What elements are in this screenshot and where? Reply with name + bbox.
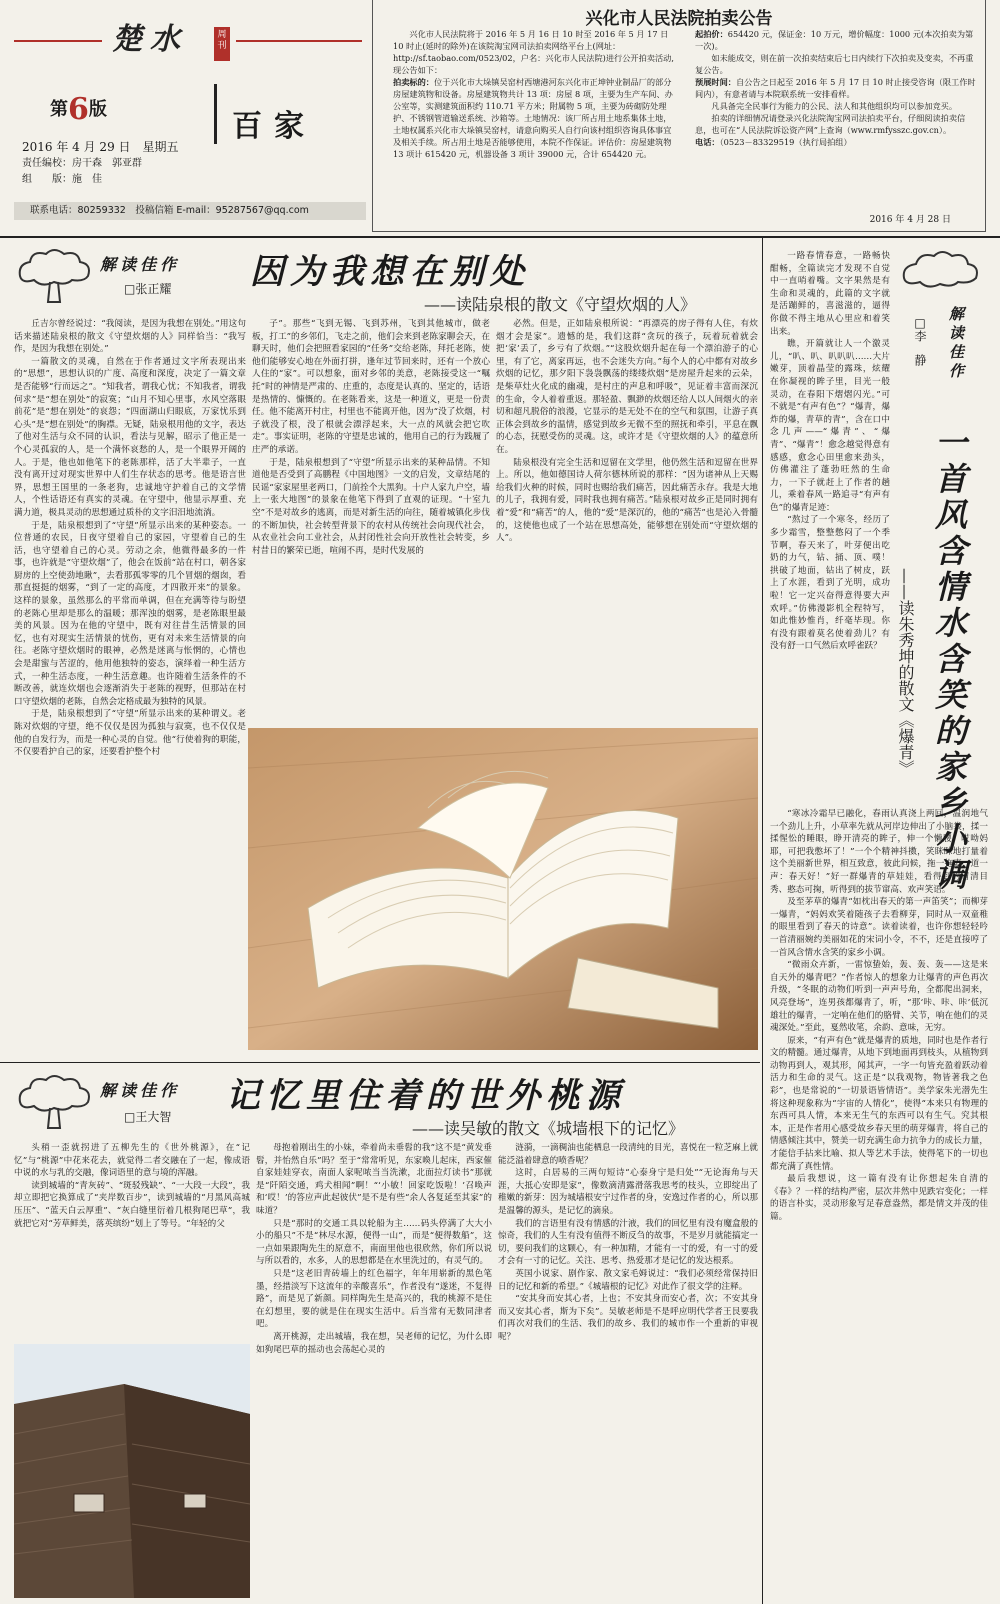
article3-subhead: ——读朱秀坤的散文《爆青》 (896, 568, 915, 776)
article-divider (0, 1062, 760, 1063)
city-wall-photo (14, 1344, 250, 1598)
page-rule-top (0, 236, 1000, 238)
section-divider (214, 84, 217, 144)
article1-subhead: ——读陆泉根的散文《守望炊烟的人》 (424, 295, 697, 314)
article1-column-2: 子”。那些“飞到无锡、飞到苏州，飞到其他城市，做老板，打工”的乡邻们，飞走之前，他们会来到老陈家聊会天，在聊天时，他们会把照看家园的“任务”交给老陈，拜托老陈，使他们能够安心地在外面打拼，逢年过节回来时，还有一个放心人住的“家”。可以想象，面对乡邻的美意，老陈接受这一“嘱托”时的神情是严肃的、庄重的，态度是认真的、坚定的，话语是热情的、慷慨的。在老陈看来，这是一种道义，更是一份责任。他不能离开村庄，村里也不能离开他，因为“没了炊烟，村子就没了根，没了根就会漂浮起来，大一点的风就会把它吹走”。事实证明，老陈的守望是忠诚的，他用自己的行为践履了庄严的承诺。 于是，陆泉根想到了“守望”所显示出来的某种品情。不知道他是否受到了高鹏程《中国地图》一文的启发，文章结尾的民谣“家家屋里老两口，门前拴个大黑狗。十户人家九户空，墙上一张大地图”的景象在他笔下得到了直观的证现。“十室九空”不是对故乡的逃离，而是对新生活的向往，随着城镇化步伐的不断加快，社会转型背景下的农村从传统社会向现代社会，从农业社会向工业社会，从封闭性社会向开放性社会转变，乡村昔日的繁荣已逝，喧闹不再，是时代发展的 (252, 319, 490, 556)
article2-column-3: 涟漪，一滴稠油也能栖息一段清纯的目光，喜悦在一粒芝麻上就能泛溢着肆意的喷香呢？ 这时，白居易的三两句短诗“心泰身宁是归处”“无论海角与天涯，大抵心安即是家”，像数滴清露滑落我思考的枝头，立即绽出了稚嫩的新芽：因为城墙根安宁过作者的身，安逸过作者的心，所以那是温馨的源头，是记忆的滴泉。 我们的言语里有没有情感的汁液，我们的回忆里有没有魔盒般的惊奇，我们的人生有没有值得不断反刍的故事，不是岁月就能搞定一切，要问我们的这颗心，有一种加精，才能有一寸的爱，有一寸的爱才会有一寸的记忆。关注、思考、热爱那才是记忆的发达根系。 英国小说家、剧作家、散文家毛姆说过：“我们必须经常保持旧日的记忆和新的希望。”《城墙根的记忆》对此作了很文学的注释。 “安其身而安其心者，上也；不安其身而安心者，次；不安其身而又安其心者，斯为下矣”。吴敏老师是不是呼应明代学者王艮要我们再次对我们的生活、我们的故乡、我们的城市作一个重新的审视呢？ (498, 1143, 758, 1342)
edition-number: 6 (68, 92, 89, 127)
issue-date: 2016 年 4 月 29 日 星期五 (22, 140, 179, 154)
notice-title: 兴化市人民法院拍卖公告 (585, 9, 773, 29)
cloud-ornament-icon (898, 248, 984, 302)
article1-byline: □张正耀 (124, 282, 172, 296)
article2-byline: □王大智 (124, 1110, 172, 1124)
article2-column-2: 母抱着刚出生的小妹，牵着尚未垂髫的我”这不是“黄发垂髫，并怡然自乐”吗？至于“常常听见，东家喚儿起床，西家催自家娃娃穿衣，南面人家呢哝当当洗漱，北面拉灯读书”那就是“阡陌交通，鸡犬相闻”啊！“‘小敏！回家吃饭啦！’召唤声和‘哎！’的答应声此起彼伏”是不是有些“余人各复延至其家”的味道？ 只是“那时的交通工具以轮船为主……码头停满了大大小小的船只”不是“林尽水源，便得一山”，而是“便得数船”，这一点如果跟陶先生的原意不，南面里他也很欣然，你们所以说与所以看的，水多，人的思想都是在水里洗过的，有灵气的。 只是“这老旧青砖墙上的红色福字，年年用崭新的黑色笔墨，经措淡写下这流年的幸酸喜乐”，作者没有“遂迷，不复得路”，而是见了新颜。同样陶先生是高兴的，我的桃源不是住在幻想里，要的就是住在现实生活中。后当常有无数同津者吧。 离开桃源，走出城墙，我在想，吴老师的记忆，为什么即如狗尾巴草的摇动也会荡起心灵的 (256, 1143, 492, 1355)
weekly-badge: 周刊 (214, 27, 230, 61)
open-book-photo (248, 728, 758, 1050)
article2-headline: 记忆里住着的世外桃源 (226, 1076, 626, 1116)
cloud-ornament-icon (14, 1072, 94, 1134)
edition-label: 第6版 (50, 92, 107, 127)
cloud-ornament-icon (14, 246, 94, 308)
article2-column-tag: 解读佳作 (100, 1081, 181, 1100)
article1-headline: 因为我想在别处 (250, 252, 530, 292)
article3-headline: 一首风含情水含笑的家乡小调 (930, 426, 968, 894)
column-divider (762, 238, 763, 1604)
article3-byline: □李 静 (913, 316, 927, 366)
court-auction-notice (372, 0, 986, 232)
article1-column-3: 必然。但是，正如陆泉根所说：“再漂亮的房子得有人住，有炊烟才会是家”。遗憾的是，我们这群“贪玩的孩子，玩着玩着就会把‘家’丢了，乡亏有了炊烟。”“这股炊烟升起在每一个漂泊游子的心里，有了它，离家再远，也不会迷失方向。”每个人的心中都有对故乡炊烟的记忆，那夕阳下袅袅飘荡的缕缕炊烟”是房屋升起来的云朵，是柴草灶火化成的幽魂，是村庄的声息和呼吸”，见证着丰富而深沉的生命，令人着着重返。那轻盈、飘渺的炊烟还给人以人间烟火的亲切和超凡脱俗的浪漫，它显示的是无处不在的空气和氛围，让游子真正体会到故乡的温情，感觉到故乡无微不至的照抚和牵引，平息在飘的心态，抚慰受伤的灵魂。这，或许才是《守望炊烟的人》的蕴意所在。 陆泉根没有完全生活和逗留在文学里，他仍然生活和逗留在世界上。所以，他如德国诗人荷尔德林所说的那样：“因为诸神从上天赐给我们火种的时候，同时也赐给我们痛苦，因此痛苦永存。我是大地的儿子，我拥有爱，同时我也拥有痛苦。”陆泉根对故乡正是同时拥有着“爱”和“痛苦”的人，他的“爱”是深沉的，他的“痛苦”也是沁入骨髓的，这使他也成了一个站在思想高处，能够想在别处而“守望炊烟的人”。 (496, 319, 758, 544)
editors: 责任编校：房干森 郭亚群 组 版：施 佳 (22, 158, 142, 185)
article1-column-1: 丘吉尔曾经说过：“我阅读，是因为我想在别处。”用这句话来描述陆泉根的散文《守望炊烟的人》同样恰当：“我写作，是因为我想在别处。” 一篇散文的灵魂，自然在于作者通过文字所表现出来的“思想”，思想认识的广度、高度和深度，决定了一篇文章是否能够“行而远之”。“知我者，谓我心忧；不知我者，谓我何求”是“想在别处”的寂寞；“山月不知心里事，水风空落眼前花”是“想在别处”的哀怨；“四面湖山归眼底，万家忧乐到心头”是“想在别处”的胸襟。无疑，陆泉根用他的文字，表达了他对生活与众不同的认识，看法与见解，昭示了他正是一个心灵孤寂的人，是一个满怀哀愁的人，是一个眼界开阔的人。于是，他也如他笔下的老陈那样，活了大半辈子，一直没有离开过对现实世界中人们生存状态的思考。他是语言世界，思想王国里的一条老狗，忠诚地守护着自己的文学情人，个性话语还有真实的灵魂。在守望中，他显示厚重、充满力道，极具灵动的思想通过质朴的文字汨汨地流淌。 于是，陆泉根想到了“守望”所显示出来的某种姿态。一位普通的农民，日夜守望着自己的家园，守望着自己的生活，也守望着自己的心灵。劳动之余，他微得最多的一件事，也许就是“守望炊烟”了，他会在饭前“站在村口，朝各家厨房的上空使劲地瞅”，去看那孤零零的几个冒烟的烟囱，看那直挺挺的烟雾，“到了一定的高度，才四散开来”的景象。这样的景象，虽然那么的平常而单调，但在充满等待与盼望的老陈心里却是那么的温暖；那浑浊的烟雾，是老陈眼里最美的风景。因为在他的守望中，既有对往昔生活情景的回忆，也有对现实生活情景的忧伤，更有对未来生活情景的向往。老陈守望炊烟时的眼神，必然是迷离与怅惘的，心情也会是甜蜜与苦涩的，他用他独特的姿态，演绎着一种生活方式，一种生活态度，一种生活意趣。也许随着生活条件的不断改善，就连炊烟也会逐渐消失于老陈的视野，但那站在村口守望炊烟的老陈，自然会定格成最为独特的风景。 于是，陆泉根想到了“守望”所显示出来的某种谓义。老陈对炊烟的守望，绝不仅仅是因为孤独与寂寞，也不仅仅是他的自发行为，而是一种心灵的自觉。他“行使着狗的职能，不仅要看护自己的家，还要看护整个村 (14, 319, 246, 758)
masthead-rule-left (14, 40, 102, 42)
article3-column-top: 一路春情春意，一路畅快酣畅，全篇读完才发现不自觉中一直哨着嘴。文字果然是有生命和灵魂的，此篇的文字就是活蹦鲜的，喜滋滋的，逼得你做不得主地从心里应和着笑出来。 瞧，开篇就让人一个激灵儿，“叭、叭、叭叭叭……大片嫩芽，顶着晶莹的露珠，炫耀在你凝视的眸子里，目光一般灵动，在春阳下熠熠闪光。”可不就是“有声有色”？“爆青，爆炸的爆，青草的青”，含在口中念几声——“爆青”、“爆青”、“爆青”！愈念越觉得意有感感，愈念心田里愈来劲头，仿佛灌注了蓬勃旺然的生命力，一下子就赶上了作者的趟儿，乘着春风一路追寻“有声有色”的爆青足迹： “熬过了一个寒冬，经历了多少霜雪，整整憋闷了一个季节啊，春天来了，叶芽便出吃奶的力气，钻、捅、顶、噗！拱破了地面，钻出了树皮，跃上了水涯，看到了光明，成功啦！它一定兴奋得意得要大声欢呼。”仿佛漫影机全程特写，如此惟妙惟肖，纤毫毕现。你有没有跟着莫名使着劲儿？有没有舒一口气然后欢呼雀跃？ (770, 251, 890, 652)
masthead (0, 0, 372, 232)
article2-column-1: 头稍一歪就拐进了五柳先生的《世外桃源》，在“记忆”与“桃源”中花来花去，就觉得二者交融在了一起，像成语中说的水与乳的交融，像词语里的意与境的浑融。 读到城墙的“青灰砖”、“斑驳残缺”、“一大段一大段”，我却立即把它换算成了“夹岸数百步”，读到城墙的“月黑风高城压压”、“蓝天白云厚重”、“灰白缝里衍着几根狗尾巴草”，我就把它对“芳草鲜美，落英缤纷”划上了等号。“年轻的父 (14, 1143, 250, 1229)
notice-right-column: 起拍价：654420 元，保证金：10 万元，增价幅度：1000 元(本次拍卖为第一次)。 如未能成交，则在前一次拍卖结束后七日内续行下次拍卖及变卖，不再重复公告。 预展时间：自公告之日起至 2016 年 5 月 17 日 10 时止接受咨询（限工作时间内），有意者请与本院联系统一安排看样。 凡具备完全民事行为能力的公民、法人和其他组织均可以参加竞买。 拍卖的详细情况请登录兴化法院淘宝网司法拍卖平台，仔细阅读拍卖信息，也可在“人民法院诉讼资产网”上查询（www.rmfysszc.gov.cn）。 电话：（0523－83329519（执行局拍组） (695, 29, 976, 147)
notice-date: 2016 年 4 月 28 日 (869, 215, 951, 225)
section-name: 百家 (232, 109, 316, 144)
article3-column-bottom: “寒冰冷霜早已融化，春雨认真浇上两回，温润地气一个劲儿上升，小草率先就从河岸边伸出了小脑袋，揉一揉惺忪的睡眼，睁开清亮的眸子，伸一个懒腰，哎呦妈耶，可把我憋坏了！”一个个精神抖擞，笑眯眯地打量着这个美丽新世界，相互致意，彼此问候，拖一拖妻，道一声：春天好！”好一群爆青的草娃娃，看得到的眉清目秀、憨态可掬，听得到的拔节窜高、欢声笑语。 及至茅草的爆青“如枕出春天的第一声笛笑”；而柳芽一爆青，“妈妈欢笑着随孩子去看柳芽，同时从一双童稚的眼里看到了春天的诗意”。读着读着，也许你想轻轻吟一首清丽婉约美丽如花的宋词小令，不不，还是直接哼了一首风含情水含笑的家乡小调。 “微雨众卉新，一雷惊蛰始，轰、轰、轰——这是来自天外的爆青吧？”作者惊人的想象力让爆青的声色再次升级，“冬眠的动物们听到一声声号角，全都爬出洞来，风亮登场”，连男孩都爆青了，听，“那‘咔、咔、咔’低沉雄壮的爆青，一定响在他们的胳臂、关节，响在他们的灵魂深处。”至此，戛然收笔，余韵、意味，无穷。 原来，“有声有色”就是爆青的质地，同时也是作者行文的精髓。通过爆青，从地下到地面再到枝头，从植物到动物再到人，观其形，闻其声，一字一句皆充盈着跃动着活力和生命的灵气。这正是“以我观物，物皆著我之色彩”，也是常说的“一切景语皆情语”。美学家朱光潜先生将这种现象称为“宇宙的人情化”，使得“本来只有物理的东西可具人情，本来无生气的东西可以有生气。究其根本，正是作者用心感受故乡春天里的萌芽爆青，将自己的情感倾注其中，赞美一切充满生命力抗争力的成长力量，才能信手拈来比喻、拟人等艺术手法，使得笔下的一切也都充满了真性情。 最后我想说，这一篇有没有让你想起朱自清的《春》？一样的结构严密，层次井然中见跌宕变化；一样的语言朴实，灵动形象写足春意盎然，都是情文并茂的佳篇。 (770, 809, 988, 1222)
newspaper-brand: 楚水 (112, 22, 188, 57)
contact-bar: 联系电话：80259332 投稿信箱 E-mail：95287567@qq.com (14, 202, 366, 220)
article1-column-tag: 解读佳作 (100, 255, 181, 274)
masthead-rule-right (236, 40, 362, 42)
notice-left-column: 兴化市人民法院将于 2016 年 5 月 16 日 10 时至 2016 年 5 月 17 日 10 时止(延时的除外)在该院淘宝网司法拍卖网络平台上(网址：http://sf.taobao.com/0523/02，户名：兴化市人民法院)进行公开拍卖活动,现公告如下： 拍卖标的：位于兴化市大垛镇吴窑村西塘港河东兴化市正坤钟业制品厂的部分房屋建筑物和设备。房屋建筑物共计 13 项：房屋 8 项，主要为生产车间、办公室等，实测建筑面积约 110.71 平方米；附属物 5 项，主要为砖砌防处理护、不锈钢管道输送系统、沙箱等。土地情况：该厂所占用土地系集体土地，土地权属系兴化市大垛镇吴窑村，请意向购买人自行向该村组织咨询具体事宜及相关手续。所占用土地是否能够使用，本院不作保证。评估价：房屋建筑物 13 项计 615420 元，机器设备 3 项计 39000 元，合计 654420 元。 (393, 29, 674, 159)
article2-subhead: ——读吴敏的散文《城墙根下的记忆》 (412, 1119, 685, 1138)
article3-column-tag: 解读佳作 (947, 306, 965, 382)
